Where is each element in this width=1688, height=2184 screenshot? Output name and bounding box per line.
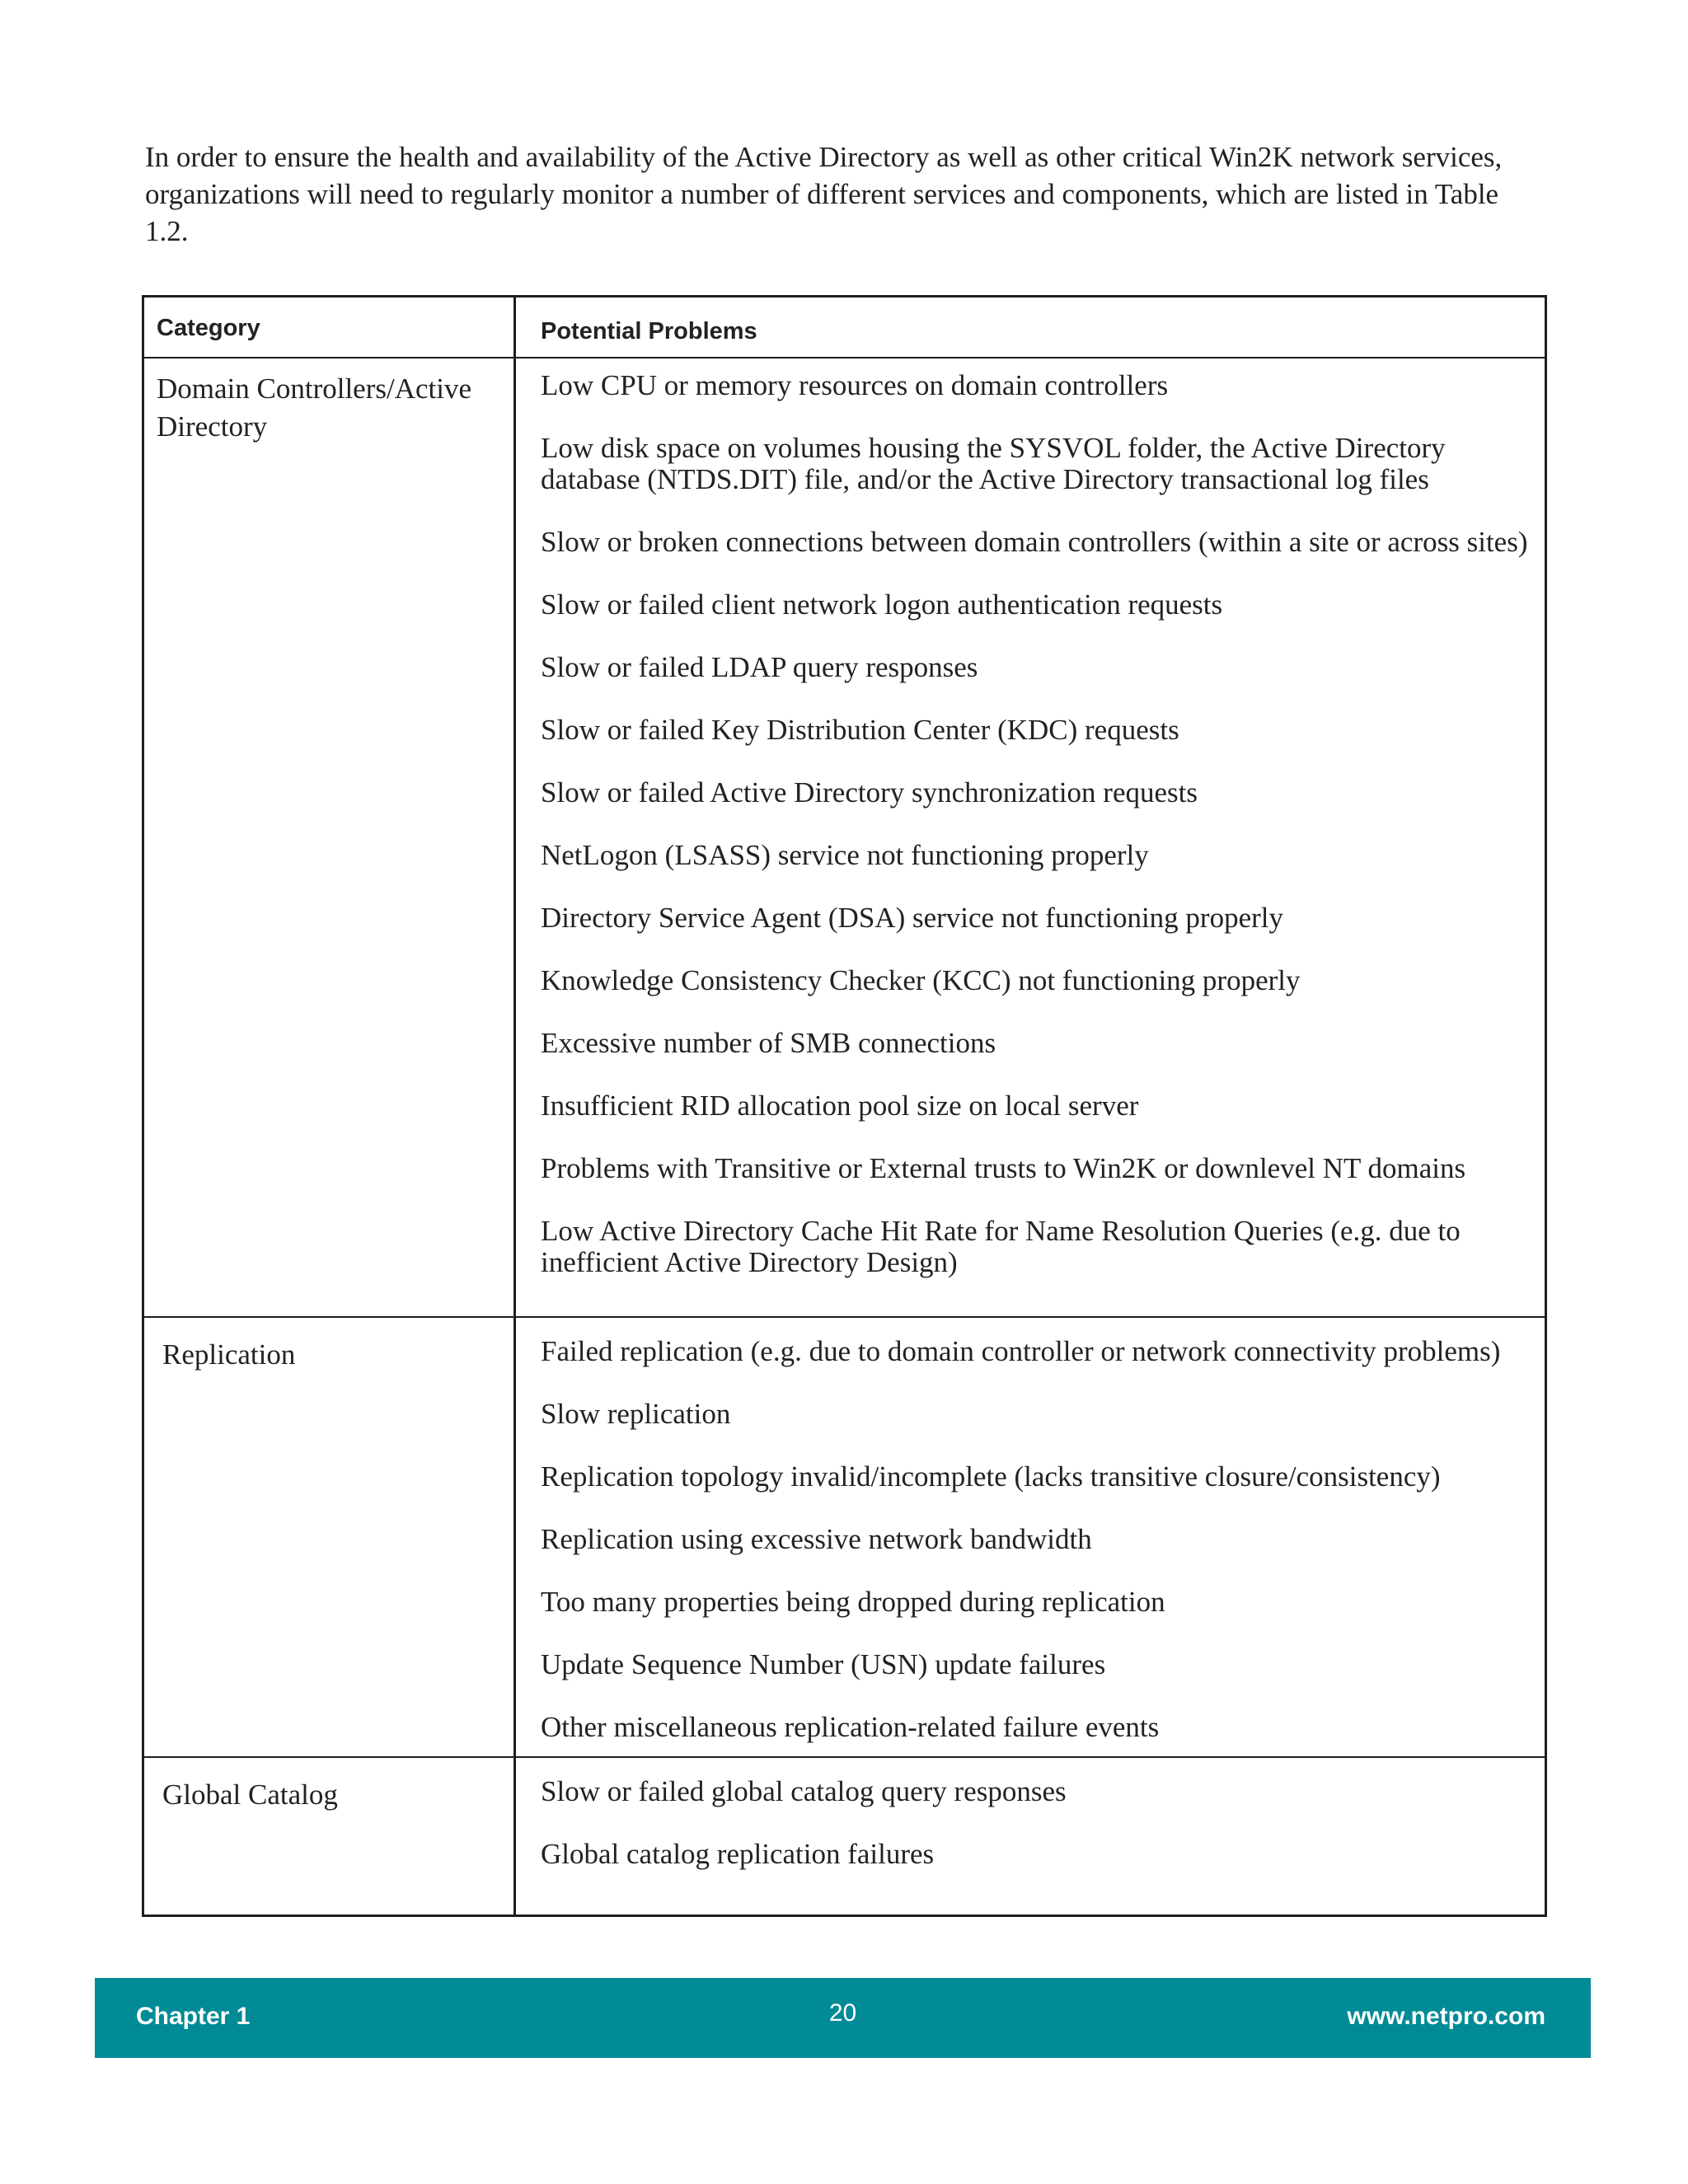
problem-item: Low Active Directory Cache Hit Rate for Name Resolution Queries (e.g. due to inefficient Active Directory Design) xyxy=(541,1215,1461,1278)
problem-item: Problems with Transitive or External trusts to Win2K or downlevel NT domains xyxy=(541,1152,1466,1184)
problem-item: Other miscellaneous replication-related failure events xyxy=(541,1711,1160,1743)
header-category: Category xyxy=(144,298,516,357)
problems-cell xyxy=(516,1318,1545,1756)
problem-item: NetLogon (LSASS) service not functioning properly xyxy=(541,839,1149,871)
footer-page-number: 20 xyxy=(828,1999,857,2027)
problem-item: Slow or broken connections between domain controllers (within a site or across sites) xyxy=(541,526,1528,558)
problem-item: Replication using excessive network bandwidth xyxy=(541,1523,1092,1555)
category-cell: Domain Controllers/Active Directory xyxy=(144,359,516,1316)
problem-item: Global catalog replication failures xyxy=(541,1838,935,1870)
problem-item: Slow or failed global catalog query responses xyxy=(541,1775,1067,1807)
problem-item: Too many properties being dropped during replication xyxy=(541,1586,1165,1618)
problem-item: Knowledge Consistency Checker (KCC) not functioning properly xyxy=(541,964,1301,996)
problem-item: Directory Service Agent (DSA) service not functioning properly xyxy=(541,902,1283,934)
table-row-global-catalog xyxy=(144,1756,1545,1915)
problem-item: Slow or failed Active Directory synchronization requests xyxy=(541,776,1198,808)
intro-paragraph: In order to ensure the health and availability of the Active Directory as well as other critical Win2K network services, organizations will need to regularly monitor a number of different services and components, which are listed in Table 1.2. xyxy=(145,141,1503,247)
table-row-replication xyxy=(144,1316,1545,1756)
problems-cell xyxy=(516,359,1545,1316)
problem-item: Slow replication xyxy=(541,1398,731,1430)
category-cell: Global Catalog xyxy=(144,1758,516,1915)
problems-cell xyxy=(516,1758,1545,1915)
problem-item: Excessive number of SMB connections xyxy=(541,1027,996,1059)
header-potential-problems: Potential Problems xyxy=(541,318,757,344)
table-header-row xyxy=(144,298,1545,357)
footer-url[interactable]: www.netpro.com xyxy=(1347,2003,1545,2030)
problem-item: Slow or failed client network logon authentication requests xyxy=(541,588,1223,621)
problem-item: Slow or failed Key Distribution Center (KDC) requests xyxy=(541,714,1179,746)
category-cell: Replication xyxy=(144,1318,516,1756)
problem-item: Failed replication (e.g. due to domain controller or network connectivity problems) xyxy=(541,1335,1501,1367)
problem-item: Slow or failed LDAP query responses xyxy=(541,651,978,683)
problem-item: Replication topology invalid/incomplete (lacks transitive closure/consistency) xyxy=(541,1460,1441,1493)
footer-chapter: Chapter 1 xyxy=(136,2003,251,2030)
table-row-domain-controllers xyxy=(144,357,1545,1316)
problem-item: Low disk space on volumes housing the SYSVOL folder, the Active Directory database (NTDS.DIT) file, and/or the Active Directory transactional log files xyxy=(541,432,1446,495)
page-footer xyxy=(95,1978,1591,2058)
monitoring-table xyxy=(142,295,1547,1917)
problem-item: Insufficient RID allocation pool size on local server xyxy=(541,1090,1139,1122)
problem-item: Update Sequence Number (USN) update failures xyxy=(541,1648,1106,1680)
problem-item: Low CPU or memory resources on domain controllers xyxy=(541,369,1169,401)
